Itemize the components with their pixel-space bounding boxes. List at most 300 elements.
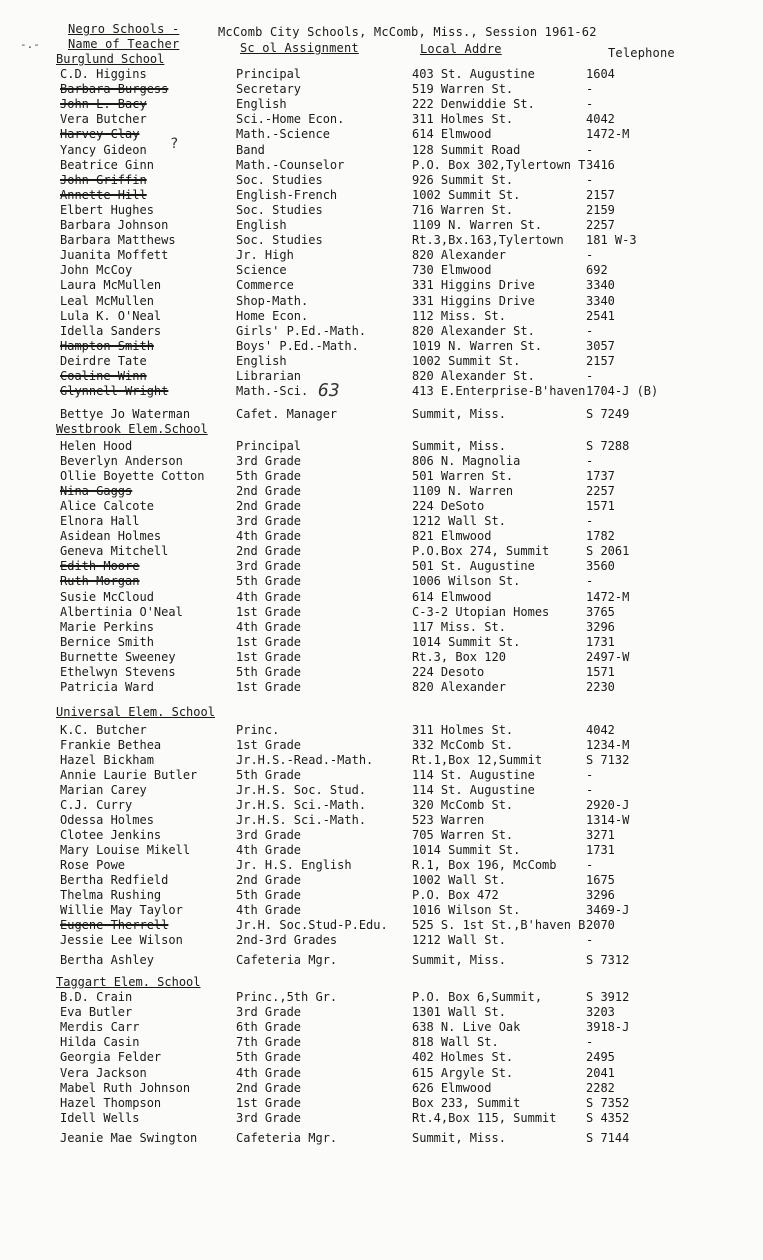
teacher-name: Bertha Redfield: [60, 873, 169, 887]
staff-row: [0, 1096, 763, 1111]
teacher-name: Ollie Boyette Cotton: [60, 469, 205, 483]
telephone: S 7144: [586, 1131, 630, 1145]
local-address: 820 Alexander: [412, 248, 506, 262]
school-assignment: 2nd Grade: [236, 484, 302, 498]
school-assignment: 4th Grade: [236, 620, 302, 634]
telephone: 1704-J (B): [586, 384, 659, 398]
staff-row: [0, 188, 763, 203]
school-assignment: 5th Grade: [236, 469, 302, 483]
local-address: 501 Warren St.: [412, 469, 514, 483]
telephone: -: [586, 97, 594, 111]
local-address: 1002 Summit St.: [412, 188, 521, 202]
staff-row: [0, 1005, 763, 1020]
local-address: P.O. Box 6,Summit,: [412, 990, 543, 1004]
school-assignment: Jr.H.S.-Read.-Math.: [236, 753, 374, 767]
staff-row: [0, 143, 763, 158]
local-address: 1019 N. Warren St.: [412, 339, 543, 353]
telephone: 2230: [586, 680, 615, 694]
local-address: 820 Alexander St.: [412, 369, 535, 383]
local-address: 128 Summit Road: [412, 143, 521, 157]
local-address: 224 Desoto: [412, 665, 485, 679]
school-assignment: 2nd Grade: [236, 1081, 302, 1095]
telephone: 3918-J: [586, 1020, 630, 1034]
school-assignment: 1st Grade: [236, 738, 302, 752]
teacher-name: Annie Laurie Butler: [60, 768, 198, 782]
local-address: 820 Alexander: [412, 680, 506, 694]
staff-row: [0, 484, 763, 499]
school-assignment: 3rd Grade: [236, 514, 302, 528]
local-address: 523 Warren: [412, 813, 485, 827]
staff-row: [0, 650, 763, 665]
local-address: 730 Elmwood: [412, 263, 492, 277]
telephone: 4042: [586, 723, 615, 737]
staff-row: [0, 1111, 763, 1126]
staff-row: [0, 203, 763, 218]
local-address: 311 Holmes St.: [412, 112, 514, 126]
school-assignment: Cafeteria Mgr.: [236, 1131, 338, 1145]
local-address: C-3-2 Utopian Homes: [412, 605, 550, 619]
local-address: 114 St. Augustine: [412, 783, 535, 797]
telephone: 1731: [586, 635, 615, 649]
teacher-name: John L. Bacy: [60, 97, 147, 111]
col-header-assignment: Sc ol Assignment: [240, 41, 359, 55]
staff-row: [0, 278, 763, 293]
teacher-name: Elnora Hall: [60, 514, 140, 528]
teacher-name: Nina Gaggs: [60, 484, 133, 498]
teacher-name: Bettye Jo Waterman: [60, 407, 191, 421]
staff-row: [0, 620, 763, 635]
teacher-name: K.C. Butcher: [60, 723, 147, 737]
telephone: 1234-M: [586, 738, 630, 752]
staff-row: [0, 635, 763, 650]
telephone: S 7132: [586, 753, 630, 767]
local-address: 1301 Wall St.: [412, 1005, 506, 1019]
school-assignment: 1st Grade: [236, 1096, 302, 1110]
telephone: 1782: [586, 529, 615, 543]
telephone: 1314-W: [586, 813, 630, 827]
school-assignment: 5th Grade: [236, 574, 302, 588]
col-header-telephone: Telephone: [608, 46, 675, 60]
local-address: 818 Wall St.: [412, 1035, 499, 1049]
staff-row: [0, 665, 763, 680]
local-address: 117 Miss. St.: [412, 620, 506, 634]
school-assignment: Math.-Sci.: [236, 384, 309, 398]
school-assignment: Princ.: [236, 723, 280, 737]
staff-row: [0, 559, 763, 574]
local-address: 820 Alexander St.: [412, 324, 535, 338]
telephone: -: [586, 324, 594, 338]
staff-row: [0, 127, 763, 142]
school-assignment: 2nd Grade: [236, 544, 302, 558]
staff-row: [0, 723, 763, 738]
local-address: P.O. Box 302,Tylertown T: [412, 158, 586, 172]
teacher-name: Coaline Winn: [60, 369, 147, 383]
teacher-name: Deirdre Tate: [60, 354, 147, 368]
local-address: Summit, Miss.: [412, 1131, 506, 1145]
teacher-name: Idella Sanders: [60, 324, 162, 338]
local-address: 224 DeSoto: [412, 499, 485, 513]
teacher-name: Hampton Smith: [60, 339, 154, 353]
staff-row: [0, 309, 763, 324]
telephone: 3469-J: [586, 903, 630, 917]
telephone: 1472-M: [586, 590, 630, 604]
telephone: 1675: [586, 873, 615, 887]
local-address: 519 Warren St.: [412, 82, 514, 96]
school-assignment: 4th Grade: [236, 529, 302, 543]
teacher-name: Alice Calcote: [60, 499, 154, 513]
telephone: 3203: [586, 1005, 615, 1019]
teacher-name: Bernice Smith: [60, 635, 154, 649]
school-heading: Westbrook Elem.School: [56, 422, 208, 436]
staff-row: [0, 499, 763, 514]
teacher-name: Vera Jackson: [60, 1066, 147, 1080]
local-address: R.1, Box 196, McComb: [412, 858, 557, 872]
telephone: 2541: [586, 309, 615, 323]
staff-row: [0, 798, 763, 813]
school-assignment: Soc. Studies: [236, 173, 323, 187]
teacher-name: Merdis Carr: [60, 1020, 140, 1034]
telephone: 2070: [586, 918, 615, 932]
school-assignment: Soc. Studies: [236, 203, 323, 217]
teacher-name: Jessie Lee Wilson: [60, 933, 183, 947]
school-assignment: Math.-Counselor: [236, 158, 345, 172]
teacher-name: Georgia Felder: [60, 1050, 162, 1064]
telephone: 2282: [586, 1081, 615, 1095]
telephone: S 7288: [586, 439, 630, 453]
telephone: -: [586, 143, 594, 157]
staff-row: [0, 263, 763, 278]
teacher-name: Jeanie Mae Swington: [60, 1131, 198, 1145]
local-address: 114 St. Augustine: [412, 768, 535, 782]
staff-row: [0, 324, 763, 339]
local-address: 1109 N. Warren St.: [412, 218, 543, 232]
local-address: 626 Elmwood: [412, 1081, 492, 1095]
staff-row: [0, 1066, 763, 1081]
staff-row: [0, 828, 763, 843]
telephone: -: [586, 454, 594, 468]
teacher-name: Harvey Clay: [60, 127, 140, 141]
teacher-name: Beatrice Ginn: [60, 158, 154, 172]
local-address: 1006 Wilson St.: [412, 574, 521, 588]
teacher-name: Marie Perkins: [60, 620, 154, 634]
staff-row: [0, 529, 763, 544]
telephone: 2157: [586, 188, 615, 202]
teacher-name: Clotee Jenkins: [60, 828, 162, 842]
staff-row: [0, 1081, 763, 1096]
teacher-name: Laura McMullen: [60, 278, 162, 292]
staff-row: [0, 1131, 763, 1146]
staff-row: [0, 233, 763, 248]
teacher-name: Rose Powe: [60, 858, 126, 872]
local-address: 331 Higgins Drive: [412, 278, 535, 292]
teacher-name: Idell Wells: [60, 1111, 140, 1125]
staff-row: [0, 454, 763, 469]
telephone: 2257: [586, 218, 615, 232]
telephone: -: [586, 82, 594, 96]
local-address: 926 Summit St.: [412, 173, 514, 187]
staff-row: [0, 294, 763, 309]
school-assignment: 2nd Grade: [236, 873, 302, 887]
school-assignment: English: [236, 354, 287, 368]
telephone: 1731: [586, 843, 615, 857]
school-assignment: 3rd Grade: [236, 1111, 302, 1125]
teacher-name: Leal McMullen: [60, 294, 154, 308]
telephone: -: [586, 933, 594, 947]
staff-row: [0, 248, 763, 263]
teacher-name: Mabel Ruth Johnson: [60, 1081, 191, 1095]
staff-row: [0, 933, 763, 948]
local-address: 1212 Wall St.: [412, 514, 506, 528]
telephone: 692: [586, 263, 608, 277]
telephone: 4042: [586, 112, 615, 126]
local-address: 1014 Summit St.: [412, 843, 521, 857]
school-assignment: Principal: [236, 439, 302, 453]
staff-row: [0, 858, 763, 873]
teacher-name: Hazel Thompson: [60, 1096, 162, 1110]
telephone: 3296: [586, 620, 615, 634]
school-assignment: English: [236, 97, 287, 111]
school-assignment: 1st Grade: [236, 680, 302, 694]
staff-row: [0, 369, 763, 384]
local-address: Rt.4,Box 115, Summit: [412, 1111, 557, 1125]
telephone: 2041: [586, 1066, 615, 1080]
local-address: 112 Miss. St.: [412, 309, 506, 323]
telephone: -: [586, 574, 594, 588]
teacher-name: Barbara Burgess: [60, 82, 169, 96]
teacher-name: Albertinia O'Neal: [60, 605, 183, 619]
teacher-name: Thelma Rushing: [60, 888, 162, 902]
school-assignment: Secretary: [236, 82, 302, 96]
teacher-name: Ethelwyn Stevens: [60, 665, 176, 679]
local-address: 403 St. Augustine: [412, 67, 535, 81]
staff-row: [0, 514, 763, 529]
telephone: 2497-W: [586, 650, 630, 664]
telephone: -: [586, 369, 594, 383]
telephone: -: [586, 768, 594, 782]
telephone: 2920-J: [586, 798, 630, 812]
staff-row: [0, 97, 763, 112]
school-assignment: 3rd Grade: [236, 1005, 302, 1019]
teacher-name: C.J. Curry: [60, 798, 133, 812]
teacher-name: Edith Moore: [60, 559, 140, 573]
teacher-name: Helen Hood: [60, 439, 133, 453]
staff-row: [0, 918, 763, 933]
local-address: 1016 Wilson St.: [412, 903, 521, 917]
school-assignment: Librarian: [236, 369, 302, 383]
telephone: S 7312: [586, 953, 630, 967]
local-address: 222 Denwiddie St.: [412, 97, 535, 111]
local-address: 716 Warren St.: [412, 203, 514, 217]
staff-row: [0, 469, 763, 484]
staff-row: [0, 544, 763, 559]
local-address: Summit, Miss.: [412, 953, 506, 967]
teacher-name: Hilda Casin: [60, 1035, 140, 1049]
staff-row: [0, 1020, 763, 1035]
staff-row: [0, 218, 763, 233]
telephone: 2157: [586, 354, 615, 368]
teacher-name: Glynnell Wright: [60, 384, 169, 398]
local-address: 1002 Wall St.: [412, 873, 506, 887]
col-header-name: Name of Teacher: [68, 37, 180, 51]
telephone: 3296: [586, 888, 615, 902]
teacher-name: Juanita Moffett: [60, 248, 169, 262]
local-address: Rt.1,Box 12,Summit: [412, 753, 543, 767]
school-assignment: 5th Grade: [236, 768, 302, 782]
staff-row: [0, 753, 763, 768]
school-assignment: Jr.H.S. Sci.-Math.: [236, 798, 367, 812]
school-assignment: 3rd Grade: [236, 828, 302, 842]
staff-row: [0, 82, 763, 97]
teacher-name: Beverlyn Anderson: [60, 454, 183, 468]
staff-row: [0, 903, 763, 918]
school-heading: Burglund School: [56, 52, 165, 66]
telephone: S 7352: [586, 1096, 630, 1110]
margin-mark: -.-: [20, 38, 40, 51]
school-assignment: Jr. High: [236, 248, 294, 262]
school-assignment: 1st Grade: [236, 605, 302, 619]
telephone: 3340: [586, 294, 615, 308]
school-assignment: Band: [236, 143, 265, 157]
school-heading: Taggart Elem. School: [56, 975, 201, 989]
staff-row: [0, 439, 763, 454]
document-title: McComb City Schools, McComb, Miss., Session 1961-62: [218, 25, 597, 39]
teacher-name: Marian Carey: [60, 783, 147, 797]
local-address: 705 Warren St.: [412, 828, 514, 842]
col-header-address: Local Addre: [420, 42, 502, 56]
handwritten-question-mark: ?: [170, 136, 179, 152]
telephone: 3340: [586, 278, 615, 292]
teacher-name: Ruth Morgan: [60, 574, 140, 588]
school-assignment: 5th Grade: [236, 1050, 302, 1064]
staff-row: [0, 590, 763, 605]
telephone: -: [586, 783, 594, 797]
teacher-name: John Griffin: [60, 173, 147, 187]
school-assignment: 5th Grade: [236, 888, 302, 902]
school-assignment: 5th Grade: [236, 665, 302, 679]
teacher-name: Odessa Holmes: [60, 813, 154, 827]
school-assignment: 4th Grade: [236, 843, 302, 857]
staff-row: [0, 990, 763, 1005]
school-assignment: Science: [236, 263, 287, 277]
telephone: 2495: [586, 1050, 615, 1064]
school-assignment: 4th Grade: [236, 1066, 302, 1080]
teacher-name: Annette Hill: [60, 188, 147, 202]
teacher-name: Geneva Mitchell: [60, 544, 169, 558]
school-assignment: English-French: [236, 188, 338, 202]
teacher-name: Willie May Taylor: [60, 903, 183, 917]
local-address: 1002 Summit St.: [412, 354, 521, 368]
staff-row: [0, 873, 763, 888]
school-assignment: Shop-Math.: [236, 294, 309, 308]
local-address: 402 Holmes St.: [412, 1050, 514, 1064]
teacher-name: Burnette Sweeney: [60, 650, 176, 664]
teacher-name: Bertha Ashley: [60, 953, 154, 967]
staff-row: [0, 112, 763, 127]
local-address: 413 E.Enterprise-B'haven: [412, 384, 586, 398]
teacher-name: Asidean Holmes: [60, 529, 162, 543]
teacher-name: John McCoy: [60, 263, 133, 277]
teacher-name: Eugene Therrell: [60, 918, 169, 932]
school-assignment: Commerce: [236, 278, 294, 292]
telephone: -: [586, 514, 594, 528]
teacher-name: Elbert Hughes: [60, 203, 154, 217]
telephone: 3765: [586, 605, 615, 619]
telephone: S 3912: [586, 990, 630, 1004]
staff-row: [0, 813, 763, 828]
staff-row: [0, 953, 763, 968]
staff-row: [0, 738, 763, 753]
staff-row: [0, 843, 763, 858]
staff-row: [0, 1035, 763, 1050]
school-assignment: 2nd-3rd Grades: [236, 933, 338, 947]
local-address: 1212 Wall St.: [412, 933, 506, 947]
teacher-name: Hazel Bickham: [60, 753, 154, 767]
telephone: 3416: [586, 158, 615, 172]
staff-row: [0, 384, 763, 399]
local-address: 614 Elmwood: [412, 590, 492, 604]
local-address: 806 N. Magnolia: [412, 454, 521, 468]
local-address: 332 McComb St.: [412, 738, 514, 752]
teacher-name: Vera Butcher: [60, 112, 147, 126]
school-assignment: Jr. H.S. English: [236, 858, 352, 872]
teacher-name: Patricia Ward: [60, 680, 154, 694]
teacher-name: Eva Butler: [60, 1005, 133, 1019]
local-address: 311 Holmes St.: [412, 723, 514, 737]
staff-row: [0, 605, 763, 620]
staff-row: [0, 768, 763, 783]
telephone: 2257: [586, 484, 615, 498]
teacher-name: Susie McCloud: [60, 590, 154, 604]
local-address: 614 Elmwood: [412, 127, 492, 141]
school-assignment: 7th Grade: [236, 1035, 302, 1049]
local-address: 501 St. Augustine: [412, 559, 535, 573]
telephone: S 2061: [586, 544, 630, 558]
school-assignment: 1st Grade: [236, 635, 302, 649]
telephone: 3271: [586, 828, 615, 842]
telephone: 3560: [586, 559, 615, 573]
school-assignment: Principal: [236, 67, 302, 81]
teacher-name: Barbara Matthews: [60, 233, 176, 247]
staff-row: [0, 783, 763, 798]
school-assignment: English: [236, 218, 287, 232]
group-label: Negro Schools -: [68, 22, 180, 36]
teacher-name: C.D. Higgins: [60, 67, 147, 81]
school-assignment: Soc. Studies: [236, 233, 323, 247]
local-address: Rt.3, Box 120: [412, 650, 506, 664]
staff-row: [0, 680, 763, 695]
local-address: 1014 Summit St.: [412, 635, 521, 649]
telephone: 181 W-3: [586, 233, 637, 247]
school-assignment: Boys' P.Ed.-Math.: [236, 339, 359, 353]
telephone: S 4352: [586, 1111, 630, 1125]
school-assignment: Cafeteria Mgr.: [236, 953, 338, 967]
local-address: 615 Argyle St.: [412, 1066, 514, 1080]
telephone: 1472-M: [586, 127, 630, 141]
telephone: -: [586, 858, 594, 872]
local-address: P.O. Box 472: [412, 888, 499, 902]
school-assignment: Sci.-Home Econ.: [236, 112, 345, 126]
telephone: 1604: [586, 67, 615, 81]
telephone: 1737: [586, 469, 615, 483]
teacher-name: Mary Louise Mikell: [60, 843, 191, 857]
telephone: 3057: [586, 339, 615, 353]
local-address: Box 233, Summit: [412, 1096, 521, 1110]
staff-row: [0, 67, 763, 82]
school-assignment: Princ.,5th Gr.: [236, 990, 338, 1004]
school-assignment: 4th Grade: [236, 590, 302, 604]
telephone: -: [586, 1035, 594, 1049]
school-assignment: Girls' P.Ed.-Math.: [236, 324, 367, 338]
